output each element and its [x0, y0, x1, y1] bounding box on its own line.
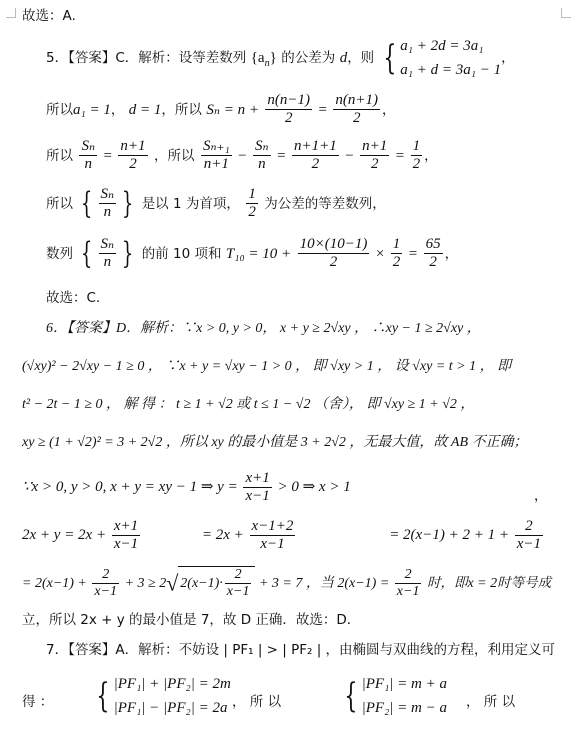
fraction: $\frac{x+1}{x-1}$	[113, 518, 139, 553]
q5-heading: 5．【答案】C．解析：设等差数列 $\{a_n\}$ 的公差为 d，则 { a₁ + 2d = 3a₁ a₁ + d = 3a₁ − 1 ，	[46, 34, 515, 82]
fraction: $\frac{2}{x-1}$	[226, 567, 250, 600]
q5-line-3: 所以 $\frac{\text{Sₙ}}{n}$ = $\frac{n+1}{2}$ ，所以 $\frac{\text{Sₙ₊₁}}{n+1}$ − $\frac{\text{Sₙ}}{n}$ = $\frac{n+1+1}{2}$ − $\frac{n+1}{2}$ = $\frac{1}{2}$ ，	[46, 138, 438, 173]
fraction: $\frac{\text{Sₙ}}{n}$	[255, 138, 269, 173]
answer-line-a: 故选：A.	[22, 8, 76, 24]
q5-line-5: 数列 { $\frac{\text{Sₙ}}{n}$ } 的前 10 项和 T₁₀ = 10 + $\frac{10\times(10-1)}{2}$ × $\frac{1}{2}$ = $\frac{65}{2}$ ，	[46, 235, 459, 271]
fraction: $\frac{1}{2}$	[412, 138, 421, 173]
q7-system-1: { |PF₁| + |PF₂| = 2m |PF₁| − |PF₂| = 2a	[96, 676, 231, 716]
fraction: $\frac{n+1}{2}$	[120, 138, 146, 173]
fraction: $\frac{\text{Sₙ₊₁}}{n+1}$	[202, 138, 230, 173]
fraction: $\frac{\text{Sₙ}}{n}$	[81, 138, 96, 173]
fraction: $\frac{\text{Sₙ}}{n}$	[100, 236, 115, 271]
q6-line-8: 立，所以 2x + y 的最小值是 7，故 D 正确．故选：D．	[22, 612, 361, 628]
fraction: $\frac{n+1}{2}$	[362, 138, 388, 173]
q7-suoyi-2: ， 所 以	[466, 694, 516, 710]
q6-line-5: ∵x > 0, y > 0, x + y = xy − 1 ⇒ y = $\frac{x+1}{x-1}$ > 0 ⇒ x > 1	[22, 470, 351, 505]
q6-line-4: xy ≥ (1 + √2)² = 3 + 2√2 ，所以 xy 的最小值是 3 + 2√2 ，无最大值，故 AB 不正确；	[22, 435, 528, 450]
q6-line-3: t² − 2t − 1 ≥ 0 ， 解 得 ： t ≥ 1 + √2 或 t ≤ 1 − √2 （舍）， 即 √xy ≥ 1 + √2 ，	[22, 397, 475, 412]
answer-line-c: 故选：C.	[46, 290, 101, 306]
fraction: $\frac{2}{x-1}$	[94, 567, 118, 600]
q5-equation-system: a₁ + 2d = 3a₁ a₁ + d = 3a₁ − 1	[400, 38, 502, 78]
fraction: $\frac{1}{2}$	[248, 186, 256, 221]
sqrt-term: 2(x−1)· $\frac{2}{x-1}$	[178, 566, 255, 600]
fraction: $\frac{2}{x-1}$	[396, 567, 420, 600]
fraction: $\frac{x+1}{x-1}$	[245, 470, 270, 505]
q7-line-1: 7．【答案】A．解析：不妨设 | PF₁ | > | PF₂ | ，由椭圆与双曲线的方程，利用定义可	[46, 642, 556, 658]
corner-mark-left	[6, 8, 16, 18]
q6-line-1: 6．【答案】D．解析：∵x > 0, y > 0， x + y ≥ 2√xy ， ∴xy − 1 ≥ 2√xy ，	[46, 321, 481, 336]
fraction: $\frac{n+1+1}{2}$	[294, 138, 337, 173]
fraction: $\frac{x-1+2}{x-1}$	[251, 518, 294, 553]
comma: ，	[534, 488, 548, 504]
fraction: $\frac{n(n+1)}{2}$	[335, 92, 379, 127]
fraction: $\frac{10\times(10-1)}{2}$	[299, 236, 368, 271]
fraction: $\frac{2}{x-1}$	[516, 518, 541, 553]
q6-line-2: (√xy)² − 2√xy − 1 ≥ 0 ， ∵x + y = √xy − 1 > 0 ， 即 √xy > 1 ， 设 √xy = t > 1 ， 即	[22, 359, 512, 374]
fraction: $\frac{\text{Sₙ}}{n}$	[100, 186, 115, 221]
fraction: $\frac{n(n-1)}{2}$	[267, 92, 311, 127]
fraction: $\frac{1}{2}$	[392, 236, 401, 271]
q5-line-2: 所以a₁ = 1， d = 1，所以 Sₙ = n + $\frac{n(n-1)}{2}$ = $\frac{n(n+1)}{2}$ ，	[46, 92, 396, 127]
fraction: $\frac{65}{2}$	[425, 236, 441, 271]
q6-line-7: = 2(x−1) + $\frac{2}{x-1}$ + 3 ≥ 2√ 2(x−1)· $\frac{2}{x-1}$ + 3 = 7 ，当 2(x−1) = $\frac{2}{x-1}$ 时，即x = 2时等号成	[22, 567, 552, 600]
left-brace: {	[382, 38, 396, 78]
q6-line-6: 2x + y = 2x + $\frac{x+1}{x-1}$ = 2x + $\frac{x-1+2}{x-1}$ = 2(x−1) + 2 + 1 + $\frac{2}{x-1}$	[22, 518, 541, 553]
q7-suoyi-1: ， 所 以	[232, 694, 282, 710]
q5-line-4: 所以 { $\frac{\text{Sₙ}}{n}$ } 是以 1 为首项， $\frac{1}{2}$ 为公差的等差数列，	[46, 185, 386, 221]
q7-system-2: { |PF₁| = m + a |PF₂| = m − a	[344, 676, 448, 716]
q7-de: 得 ：	[22, 694, 54, 710]
